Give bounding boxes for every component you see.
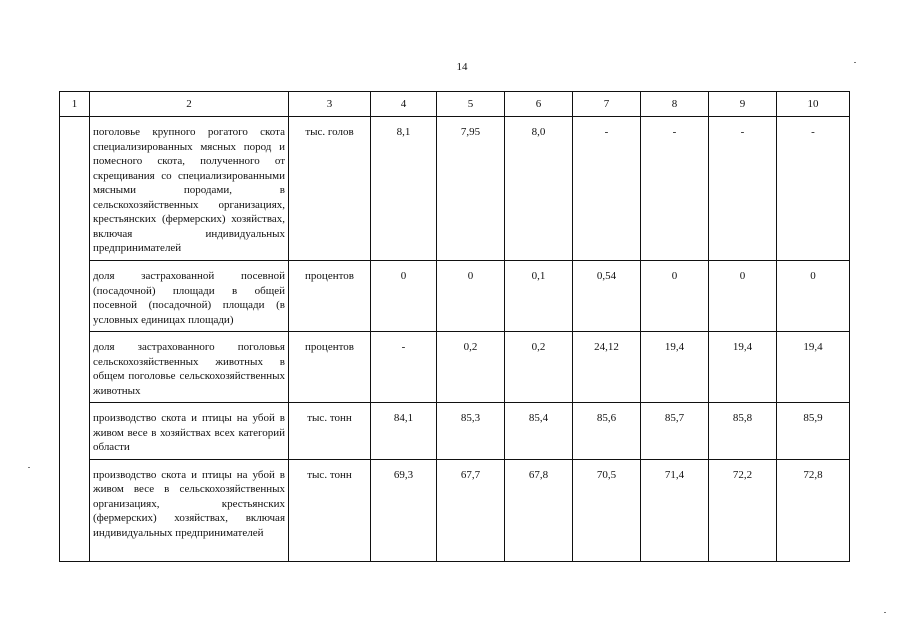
value-cell: 72,2 xyxy=(709,459,777,561)
value-cell: 0,2 xyxy=(437,332,505,403)
page-number: 14 xyxy=(456,61,468,73)
value-cell: - xyxy=(777,117,850,261)
value-cell: 0 xyxy=(437,261,505,332)
column-number: 7 xyxy=(573,92,641,117)
value-cell: 19,4 xyxy=(709,332,777,403)
column-number: 6 xyxy=(505,92,573,117)
table-row xyxy=(60,117,850,261)
table-row xyxy=(60,459,850,561)
value-cell: 71,4 xyxy=(641,459,709,561)
value-cell: 19,4 xyxy=(777,332,850,403)
unit-cell: тыс. тонн xyxy=(289,403,371,460)
unit-cell: тыс. тонн xyxy=(289,459,371,561)
column-number: 1 xyxy=(60,92,90,117)
indicators-table xyxy=(59,91,850,562)
value-cell: 8,0 xyxy=(505,117,573,261)
table-row xyxy=(60,261,850,332)
column-number: 10 xyxy=(777,92,850,117)
value-cell: 7,95 xyxy=(437,117,505,261)
value-cell: 0 xyxy=(641,261,709,332)
value-cell: 19,4 xyxy=(641,332,709,403)
value-cell: 0 xyxy=(371,261,437,332)
unit-cell: процентов xyxy=(289,261,371,332)
value-cell: 85,7 xyxy=(641,403,709,460)
value-cell: 67,7 xyxy=(437,459,505,561)
value-cell: 8,1 xyxy=(371,117,437,261)
value-cell: 84,1 xyxy=(371,403,437,460)
column-number: 5 xyxy=(437,92,505,117)
value-cell: 85,4 xyxy=(505,403,573,460)
value-cell: 67,8 xyxy=(505,459,573,561)
column-number-row xyxy=(60,92,850,117)
value-cell: 0,54 xyxy=(573,261,641,332)
row-index-cell xyxy=(60,117,90,562)
unit-cell: процентов xyxy=(289,332,371,403)
value-cell: 0,2 xyxy=(505,332,573,403)
column-number: 9 xyxy=(709,92,777,117)
value-cell: - xyxy=(641,117,709,261)
indicator-description: доля застрахованного поголовья сельскохозяйственных животных в общем поголовье сельскохозяйственных животных xyxy=(90,332,289,403)
value-cell: 69,3 xyxy=(371,459,437,561)
unit-cell: тыс. голов xyxy=(289,117,371,261)
indicator-description: производство скота и птицы на убой в живом весе в хозяйствах всех категорий области xyxy=(90,403,289,460)
scan-speck xyxy=(854,62,856,63)
value-cell: - xyxy=(573,117,641,261)
value-cell: 0,1 xyxy=(505,261,573,332)
value-cell: - xyxy=(371,332,437,403)
value-cell: - xyxy=(709,117,777,261)
table-row xyxy=(60,403,850,460)
indicator-description: доля застрахованной посевной (посадочной) площади в общей посевной (посадочной) площади (в условных единицах площади) xyxy=(90,261,289,332)
value-cell: 85,8 xyxy=(709,403,777,460)
column-number: 8 xyxy=(641,92,709,117)
table-row xyxy=(60,332,850,403)
column-number: 2 xyxy=(90,92,289,117)
value-cell: 24,12 xyxy=(573,332,641,403)
value-cell: 0 xyxy=(709,261,777,332)
value-cell: 70,5 xyxy=(573,459,641,561)
value-cell: 0 xyxy=(777,261,850,332)
column-number: 4 xyxy=(371,92,437,117)
value-cell: 85,9 xyxy=(777,403,850,460)
value-cell: 72,8 xyxy=(777,459,850,561)
scan-speck xyxy=(884,612,886,613)
indicator-description: производство скота и птицы на убой в живом весе в сельскохозяйственных организациях, крестьянских (фермерских) хозяйствах, включая индивидуальных предпринимателей xyxy=(90,459,289,561)
value-cell: 85,3 xyxy=(437,403,505,460)
column-number: 3 xyxy=(289,92,371,117)
indicator-description: поголовье крупного рогатого скота специализированных мясных пород и помесного скота, полученного от скрещивания со специализированными мясными породами, в сельскохозяйственных организациях, крестьянских (фермерских) хозяйствах, включая индивидуальных предпринимателей xyxy=(90,117,289,261)
scan-speck xyxy=(28,467,30,468)
value-cell: 85,6 xyxy=(573,403,641,460)
